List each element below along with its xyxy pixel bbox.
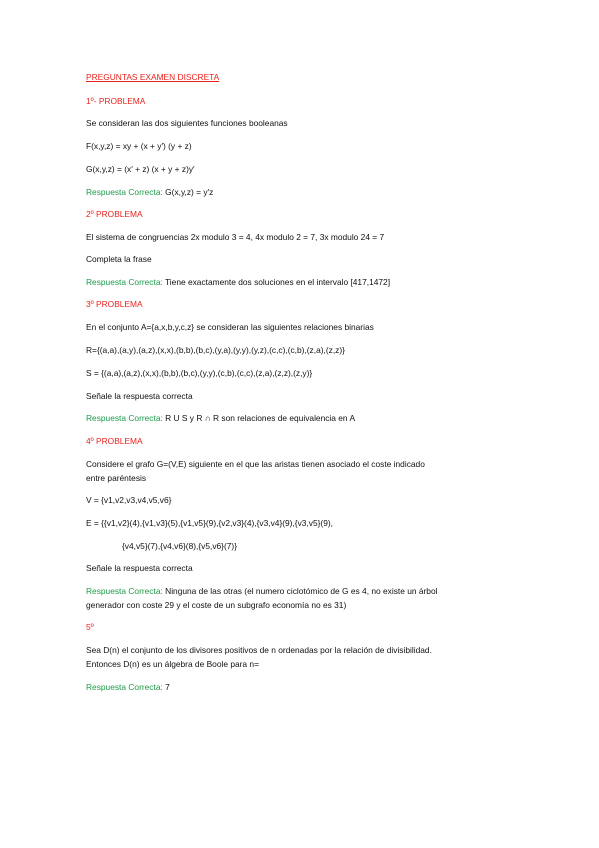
problem-4-edge-set-line-2: {v4,v5}(7),{v4,v6}(8),{v5,v6}(7)} [122,541,237,551]
problem-4-heading: 4º PROBLEMA [86,436,143,446]
answer-label: Respuesta Correcta: [86,586,163,596]
problem-5-answer [86,682,170,693]
problem-1-intro: Se consideran las dos siguientes funciones booleanas [86,118,288,128]
problem-3-relation-s: S = {(a,a),(a,z),(x,x),(b,b),(b,c),(y,y),(c,b),(c,c),(z,a),(z,z),(z,y)} [86,368,313,378]
answer-text: Ninguna de las otras (el numero ciclotómico de G es 4, no existe un árbol [165,586,438,596]
problem-4-intro-line-1: Considere el grafo G=(V,E) siguiente en el que las aristas tienen asociado el coste indicado [86,459,425,469]
problem-3-intro: En el conjunto A={a,x,b,y,c,z} se consideran las siguientes relaciones binarias [86,322,374,332]
problem-1-function-g: G(x,y,z) = (x′ + z) (x + y + z)y′ [86,164,195,174]
answer-text: Tiene exactamente dos soluciones en el intervalo [417,1472] [165,277,391,287]
problem-4-answer-line-1 [86,586,437,597]
problem-1-function-f: F(x,y,z) = xy + (x + y′) (y + z) [86,141,192,151]
problem-4-prompt: Señale la respuesta correcta [86,563,193,573]
document-title: PREGUNTAS EXAMEN DISCRETA [86,72,220,82]
problem-2-statement: El sistema de congruencias 2x modulo 3 = 4, 4x modulo 2 = 7, 3x modulo 24 = 7 [86,232,385,242]
problem-4-vertex-set: V = {v1,v2,v3,v4,v5,v6} [86,495,172,505]
answer-text: 7 [165,682,170,692]
problem-2-prompt: Completa la frase [86,254,152,264]
problem-3-heading: 3º PROBLEMA [86,299,143,309]
problem-1-heading: 1º- PROBLEMA [86,96,146,106]
answer-label: Respuesta Correcta: [86,277,163,287]
problem-4-intro-line-2: entre paréntesis [86,473,147,483]
problem-2-answer [86,277,390,288]
problem-2-heading: 2º PROBLEMA [86,209,143,219]
problem-5-statement-line-2: Entonces D(n) es un álgebra de Boole para n= [86,659,259,669]
problem-4-edge-set-line-1: E = {{v1,v2}(4),{v1,v3}(5),{v1,v5}(9),{v2,v3}(4),{v3,v4}(9),{v3,v5}(9), [86,518,333,528]
problem-4-answer-line-2: generador con coste 29 y el coste de un subgrafo economía no es 31) [86,600,347,610]
problem-5-statement-line-1: Sea D(n) el conjunto de los divisores positivos de n ordenadas por la relación de divisibilidad. [86,645,432,655]
answer-label: Respuesta Correcta: [86,682,163,692]
answer-label: Respuesta Correcta: [86,187,163,197]
problem-3-prompt: Señale la respuesta correcta [86,391,193,401]
answer-label: Respuesta Correcta: [86,413,163,423]
problem-5-heading: 5º [86,622,94,632]
answer-text: R U S y R ∩ R son relaciones de equivalencia en A [165,413,356,423]
problem-3-answer [86,413,355,424]
problem-3-relation-r: R={(a,a),(a,y),(a,z),(x,x),(b,b),(b,c),(y,a),(y,y),(y,z),(c,c),(c,b),(z,a),(z,z)} [86,345,345,355]
problem-1-answer [86,187,213,198]
answer-text: G(x,y,z) = y′z [165,187,214,197]
